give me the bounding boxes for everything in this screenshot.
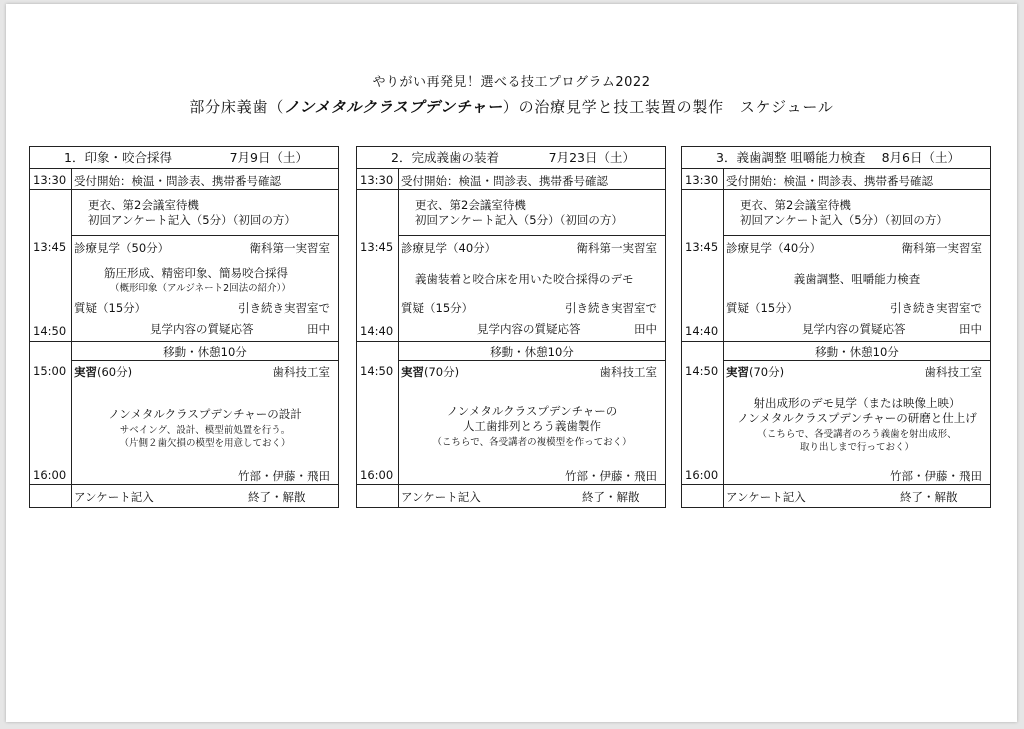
row-divider	[724, 360, 990, 361]
row-divider	[399, 235, 665, 236]
row-divider	[357, 189, 665, 190]
break-text: 移動・休憩10分	[815, 345, 899, 359]
row-divider	[30, 189, 338, 190]
break-text: 移動・休憩10分	[490, 345, 574, 359]
schedule-table-2	[356, 146, 666, 508]
practice-duration: (70分)	[749, 365, 785, 379]
qa-label: 質疑（15分）	[74, 301, 147, 315]
practice-room: 歯科技工室	[599, 365, 657, 379]
qa-staff: 田中	[307, 322, 330, 336]
schedule-title-suffix: ）の治療見学と技工装置の製作 スケジュール	[502, 98, 834, 116]
schedule-table-3	[681, 146, 991, 508]
time-column	[357, 169, 399, 507]
practice-title: ノンメタルクラスプデンチャーの研磨と仕上げ	[737, 411, 977, 425]
practice-note: （こちらで、各受講者の複模型を作っておく）	[432, 437, 632, 448]
time-label: 14:40	[685, 324, 719, 338]
observation-content: 義歯調整、咀嚼能力検査	[793, 272, 921, 286]
time-label: 16:00	[33, 468, 67, 482]
row-divider	[724, 235, 990, 236]
practice-note: サベイング、設計、模型前処置を行う。	[119, 425, 291, 436]
observation-content: 筋圧形成、精密印象、簡易咬合採得	[104, 266, 288, 280]
survey-first-text: 初回アンケート記入（5分）（初回の方）	[88, 213, 296, 227]
qa-label: 質疑（15分）	[401, 301, 474, 315]
time-column	[30, 169, 72, 507]
observation-room: 衛科第一実習室	[576, 241, 657, 255]
survey-text: アンケート記入	[401, 490, 481, 504]
schedule-title	[6, 96, 1017, 117]
session-title: 1．印象・咬合採得	[64, 150, 172, 165]
observation-label: 診療見学（50分）	[74, 241, 170, 255]
row-divider	[357, 341, 665, 342]
finish-text: 終了・解散	[582, 490, 640, 504]
time-label: 14:40	[360, 324, 394, 338]
practice-label	[401, 364, 459, 380]
qa-room: 引き続き実習室で	[890, 301, 982, 315]
practice-duration: (60分)	[97, 365, 133, 379]
observation-label: 診療見学（40分）	[726, 241, 822, 255]
time-label: 14:50	[33, 324, 67, 338]
qa-detail: 見学内容の質疑応答	[802, 322, 906, 336]
document-page	[6, 4, 1017, 722]
practice-title: ノンメタルクラスプデンチャーの	[446, 404, 618, 418]
time-label: 13:45	[685, 240, 719, 254]
survey-first-text: 初回アンケート記入（5分）（初回の方）	[740, 213, 948, 227]
row-divider	[30, 484, 338, 485]
qa-staff: 田中	[959, 322, 982, 336]
qa-label: 質疑（15分）	[726, 301, 799, 315]
session-date: 7月9日（土）	[229, 150, 308, 165]
practice-label-bold: 実習	[401, 365, 424, 379]
program-title: やりがい再発見！選べる技工プログラム2022	[372, 75, 651, 90]
schedule-title-prefix: 部分床義歯（	[189, 98, 285, 116]
time-label: 13:45	[33, 240, 67, 254]
schedule-table-1	[29, 146, 339, 508]
time-label: 15:00	[33, 364, 67, 378]
session-date: 8月6日（土）	[881, 150, 960, 165]
row-divider	[72, 235, 338, 236]
session-date: 7月23日（土）	[548, 150, 635, 165]
practice-label-bold: 実習	[726, 365, 749, 379]
time-label: 16:00	[360, 468, 394, 482]
row-divider	[399, 360, 665, 361]
qa-staff: 田中	[634, 322, 657, 336]
practice-label-bold: 実習	[74, 365, 97, 379]
time-label: 13:30	[33, 173, 67, 187]
finish-text: 終了・解散	[900, 490, 958, 504]
session-title: 2．完成義歯の装着	[391, 150, 499, 165]
time-label: 13:30	[685, 173, 719, 187]
practice-title: ノンメタルクラスプデンチャーの設計	[108, 407, 302, 421]
break-text: 移動・休憩10分	[163, 345, 247, 359]
practice-title: 射出成形のデモ見学（または映像上映）	[753, 396, 961, 410]
practice-note: （こちらで、各受講者のろう義歯を射出成形、	[757, 429, 957, 440]
schedule-header	[30, 147, 338, 169]
practice-duration: (70分)	[424, 365, 460, 379]
time-column	[682, 169, 724, 507]
practice-staff: 竹部・伊藤・飛田	[238, 469, 330, 483]
schedule-title-emphasis: ノンメタルクラスプデンチャー	[284, 98, 503, 116]
practice-title: 人工歯排列とろう義歯製作	[463, 419, 601, 433]
qa-room: 引き続き実習室で	[238, 301, 330, 315]
time-label: 14:50	[360, 364, 394, 378]
practice-note: （片側２歯欠損の模型を用意しておく）	[119, 438, 291, 449]
schedule-header	[682, 147, 990, 169]
reception-text: 受付開始：検温・問診表、携帯番号確認	[401, 174, 608, 188]
qa-detail: 見学内容の質疑応答	[150, 322, 254, 336]
reception-text: 受付開始：検温・問診表、携帯番号確認	[74, 174, 281, 188]
row-divider	[357, 484, 665, 485]
session-title: 3．義歯調整 咀嚼能力検査	[716, 150, 866, 165]
waiting-text: 更衣、第2会議室待機	[88, 198, 199, 212]
observation-room: 衛科第一実習室	[249, 241, 330, 255]
schedule-header	[357, 147, 665, 169]
survey-text: アンケート記入	[74, 490, 154, 504]
survey-first-text: 初回アンケート記入（5分）（初回の方）	[415, 213, 623, 227]
row-divider	[72, 360, 338, 361]
observation-note: （概形印象（アルジネート2回法の紹介））	[110, 283, 291, 294]
observation-label: 診療見学（40分）	[401, 241, 497, 255]
row-divider	[682, 341, 990, 342]
practice-note: 取り出しまで行っておく）	[799, 442, 914, 453]
time-label: 13:45	[360, 240, 394, 254]
time-label: 16:00	[685, 468, 719, 482]
qa-detail: 見学内容の質疑応答	[477, 322, 581, 336]
practice-staff: 竹部・伊藤・飛田	[565, 469, 657, 483]
time-label: 13:30	[360, 173, 394, 187]
qa-room: 引き続き実習室で	[565, 301, 657, 315]
row-divider	[682, 484, 990, 485]
practice-staff: 竹部・伊藤・飛田	[890, 469, 982, 483]
reception-text: 受付開始：検温・問診表、携帯番号確認	[726, 174, 933, 188]
observation-room: 衛科第一実習室	[901, 241, 982, 255]
practice-label	[74, 364, 132, 380]
practice-label	[726, 364, 784, 380]
time-label: 14:50	[685, 364, 719, 378]
row-divider	[682, 189, 990, 190]
survey-text: アンケート記入	[726, 490, 806, 504]
observation-content: 義歯装着と咬合床を用いた咬合採得のデモ	[415, 272, 634, 286]
finish-text: 終了・解散	[248, 490, 306, 504]
row-divider	[30, 341, 338, 342]
waiting-text: 更衣、第2会議室待機	[740, 198, 851, 212]
practice-room: 歯科技工室	[272, 365, 330, 379]
waiting-text: 更衣、第2会議室待機	[415, 198, 526, 212]
practice-room: 歯科技工室	[924, 365, 982, 379]
